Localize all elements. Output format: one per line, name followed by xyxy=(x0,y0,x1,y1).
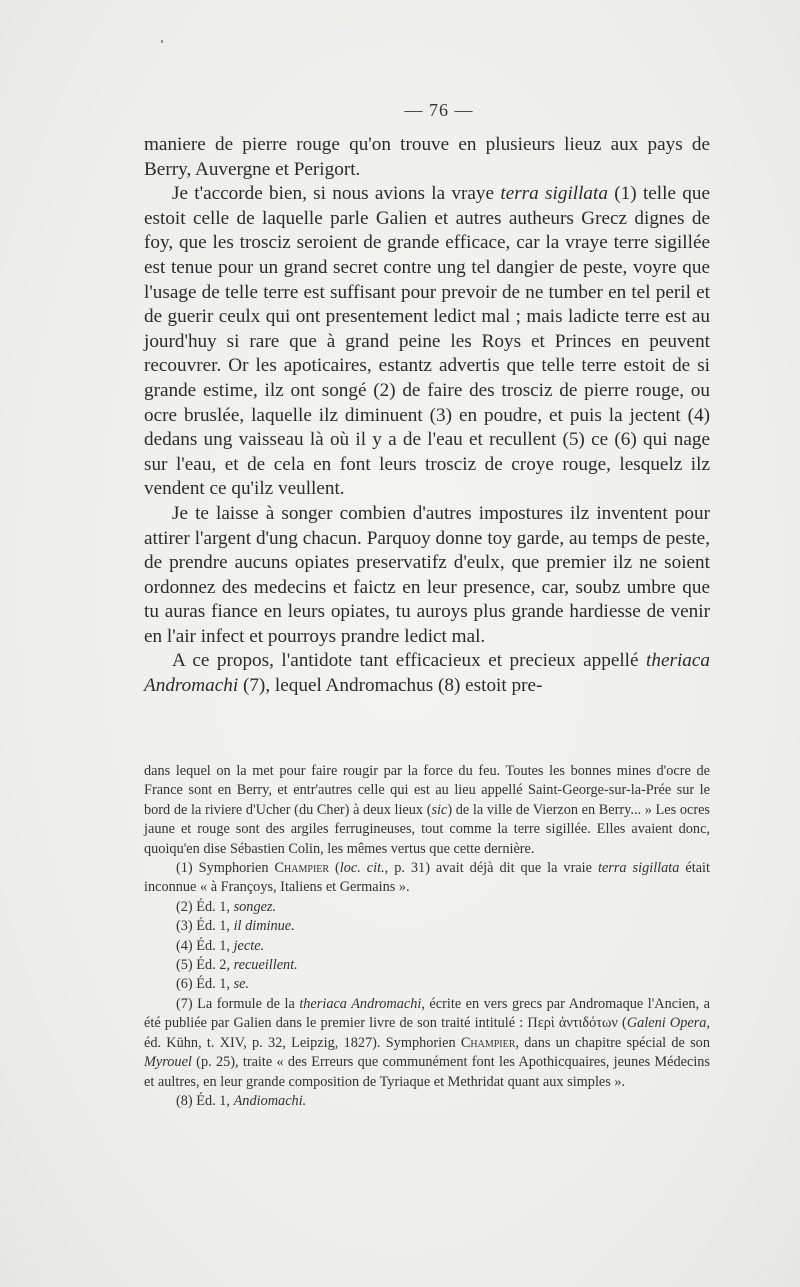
paragraph-2: Je t'accorde bien, si nous avions la vraye terra sigillata (1) telle que estoit celle de laquelle parle Galien et autres autheurs Grecz dignes de foy, que les trosciz seroient de grande efficace, car la vraye terre sigillée est tenue pour un grand secret contre ung tel dangier de peste, voyre que l'usage de telle terre est suffisant pour prevoir de ne tumber en tel peril et de guerir ceulx qui ont presentement ledict mal ; mais ladicte terre est au jourd'huy si rare que à grand peine les Roys et Princes en peuvent recouvrer. Or les apoticaires, estantz advertis que telle terre estoit de si grande estime, ilz ont songé (2) de faire des trosciz de pierre rouge, ou ocre bruslée, laquelle ilz diminuent (3) en poudre, et puis la jectent (4) dedans ung vaisseau là où il y a de l'eau et recullent (5) ce (6) qui nage sur l'eau, et de cela en font leurs trosciz de croye rouge, lesquelz ilz vendent ce qu'ilz veullent. xyxy=(144,183,710,500)
footnote-2: (2) Éd. 1, songez. xyxy=(176,898,277,915)
footnote-8: (8) Éd. 1, Andiomachi. xyxy=(176,1092,307,1109)
footnote-7: (7) La formule de la theriaca Andromachi, écrite en vers grecs par Andromaque l'Ancien, a été publiée par Galien dans le premier livre de son traité intitulé : Περὶ ἀντιδότων (Galeni Opera, éd. Kühn, t. XIV, p. 32, Leipzig, 1827). Symphorien Champier, dans un chapitre spécial de son Myrouel (p. 25), traite « des Erreurs que communément font les Apothicquaires, jeunes Médecins et aultres, en leur grande composition de Tyriaque et Methridat quant aux simples ». xyxy=(144,995,710,1090)
paragraph-1: maniere de pierre rouge qu'on trouve en plusieurs lieuz aux pays de Berry, Auvergne et Perigort. xyxy=(144,134,710,180)
paragraph-4: A ce propos, l'antidote tant efficacieux et precieux appellé theriaca Andromachi (7), lequel Andromachus (8) estoit pre- xyxy=(144,650,710,697)
footnote-1: (1) Symphorien Champier (loc. cit., p. 31) avait déjà dit que la vraie terra sigillata était inconnue « à Françoys, Italiens et Germains ». xyxy=(144,860,710,896)
paper-speck xyxy=(161,40,163,43)
footnote-5: (5) Éd. 2, recueillent. xyxy=(176,957,298,974)
footnote-4: (4) Éd. 1, jecte. xyxy=(176,937,265,954)
page-number: — 76 — xyxy=(404,100,474,120)
footnote-continuation: dans lequel on la met pour faire rougir par la force du feu. Toutes les bonnes mines d'ocre de France sont en Berry, et entr'autres celle qui est au lieu appellé Saint-George-sur-la-Prée sur le bord de la riviere d'Ucher (du Cher) à deux lieux (sic) de la ville de Vierzon en Berry... » Les ocres jaune et rouge sont des argiles ferrugineuses, tout comme la terre sigillée. Elles avaient donc, quoiqu'en dise Sébastien Colin, les mêmes vertus que cette dernière. xyxy=(144,763,710,857)
main-text xyxy=(144,133,710,699)
footnote-6: (6) Éd. 1, se. xyxy=(176,976,250,993)
footnotes xyxy=(144,762,710,1111)
paragraph-3: Je te laisse à songer combien d'autres impostures ilz inventent pour attirer l'argent d'ung chacun. Parquoy donne toy garde, au temps de peste, de prendre aucuns opiates preservatifz d'eulx, que premier ilz ne soient ordonnez des medecins et faictz en leur presence, car, soubz umbre que tu auras fiance en leurs opiates, tu auroys plus grande hardiesse de venir en l'air infect et pourroys prandre ledict mal. xyxy=(144,502,710,647)
footnote-3: (3) Éd. 1, il diminue. xyxy=(176,918,295,935)
